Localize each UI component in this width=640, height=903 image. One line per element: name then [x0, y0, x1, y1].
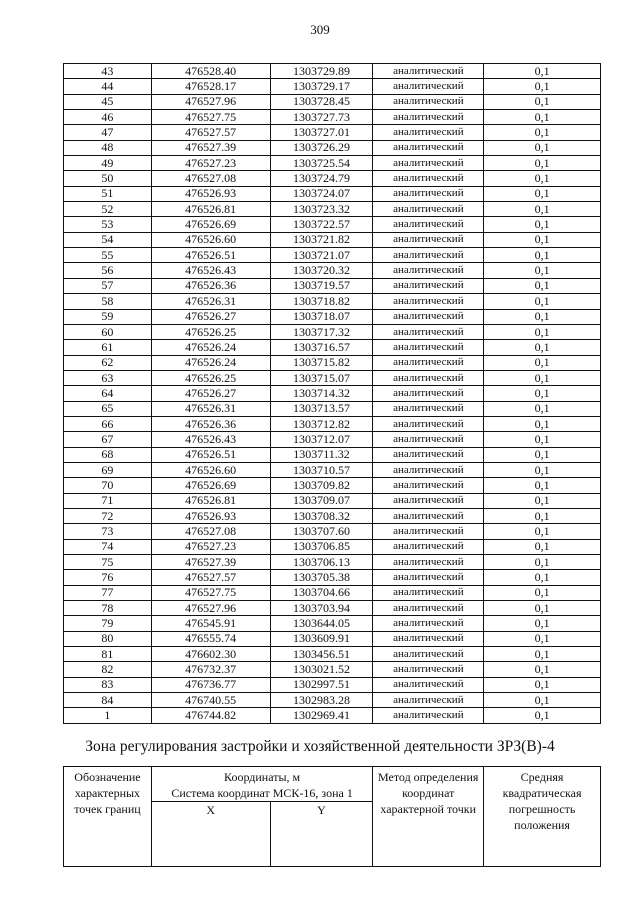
header-coordinate-system: Система координат МСК-16, зона 1 — [151, 785, 372, 802]
table-row — [64, 140, 601, 155]
accuracy-cell: 0,1 — [484, 186, 601, 201]
method-cell: аналитический — [373, 401, 484, 416]
x-coordinate-cell: 476526.31 — [151, 401, 270, 416]
accuracy-cell: 0,1 — [484, 79, 601, 94]
y-coordinate-cell: 1302983.28 — [270, 693, 373, 708]
y-coordinate-cell: 1303724.07 — [270, 186, 373, 201]
accuracy-cell: 0,1 — [484, 171, 601, 186]
y-coordinate-cell: 1303644.05 — [270, 616, 373, 631]
y-coordinate-cell: 1303725.54 — [270, 156, 373, 171]
point-number-cell: 73 — [64, 524, 152, 539]
point-number-cell: 77 — [64, 585, 152, 600]
method-cell: аналитический — [373, 662, 484, 677]
point-number-cell: 45 — [64, 94, 152, 109]
accuracy-cell: 0,1 — [484, 524, 601, 539]
method-cell: аналитический — [373, 294, 484, 309]
y-coordinate-cell: 1303609.91 — [270, 631, 373, 646]
x-coordinate-cell: 476528.40 — [151, 64, 270, 79]
x-coordinate-cell: 476740.55 — [151, 693, 270, 708]
x-coordinate-cell: 476526.93 — [151, 508, 270, 523]
coordinates-table-body — [64, 64, 601, 724]
x-coordinate-cell: 476527.08 — [151, 171, 270, 186]
point-number-cell: 1 — [64, 708, 152, 723]
x-coordinate-cell: 476602.30 — [151, 647, 270, 662]
method-cell: аналитический — [373, 478, 484, 493]
x-coordinate-cell: 476527.75 — [151, 585, 270, 600]
x-coordinate-cell: 476526.69 — [151, 217, 270, 232]
table-row — [64, 662, 601, 677]
x-coordinate-cell: 476526.69 — [151, 478, 270, 493]
point-number-cell: 56 — [64, 263, 152, 278]
method-cell: аналитический — [373, 94, 484, 109]
x-coordinate-cell: 476527.39 — [151, 140, 270, 155]
method-cell: аналитический — [373, 493, 484, 508]
y-coordinate-cell: 1303724.79 — [270, 171, 373, 186]
accuracy-cell: 0,1 — [484, 555, 601, 570]
y-coordinate-cell: 1303714.32 — [270, 386, 373, 401]
point-number-cell: 64 — [64, 386, 152, 401]
x-coordinate-cell: 476555.74 — [151, 631, 270, 646]
x-coordinate-cell: 476526.81 — [151, 202, 270, 217]
y-coordinate-cell: 1303713.57 — [270, 401, 373, 416]
method-cell: аналитический — [373, 693, 484, 708]
method-cell: аналитический — [373, 677, 484, 692]
method-cell: аналитический — [373, 324, 484, 339]
method-cell: аналитический — [373, 309, 484, 324]
y-coordinate-cell: 1303726.29 — [270, 140, 373, 155]
point-number-cell: 74 — [64, 539, 152, 554]
table-row — [64, 508, 601, 523]
x-coordinate-cell: 476526.51 — [151, 248, 270, 263]
accuracy-cell: 0,1 — [484, 64, 601, 79]
y-coordinate-cell: 1303456.51 — [270, 647, 373, 662]
table-row — [64, 125, 601, 140]
table-row — [64, 401, 601, 416]
accuracy-cell: 0,1 — [484, 508, 601, 523]
accuracy-cell: 0,1 — [484, 125, 601, 140]
x-coordinate-cell: 476527.23 — [151, 156, 270, 171]
y-coordinate-cell: 1303705.38 — [270, 570, 373, 585]
x-coordinate-cell: 476527.39 — [151, 555, 270, 570]
x-coordinate-cell: 476527.96 — [151, 601, 270, 616]
method-cell: аналитический — [373, 555, 484, 570]
x-coordinate-cell: 476526.27 — [151, 309, 270, 324]
y-coordinate-cell: 1303718.82 — [270, 294, 373, 309]
y-coordinate-cell: 1303722.57 — [270, 217, 373, 232]
method-cell: аналитический — [373, 462, 484, 477]
accuracy-cell: 0,1 — [484, 386, 601, 401]
accuracy-cell: 0,1 — [484, 340, 601, 355]
y-coordinate-cell: 1303727.73 — [270, 110, 373, 125]
table-row — [64, 355, 601, 370]
x-coordinate-cell: 476528.17 — [151, 79, 270, 94]
y-coordinate-cell: 1303715.82 — [270, 355, 373, 370]
point-number-cell: 68 — [64, 447, 152, 462]
x-coordinate-cell: 476526.81 — [151, 493, 270, 508]
method-cell: аналитический — [373, 186, 484, 201]
method-cell: аналитический — [373, 278, 484, 293]
accuracy-cell: 0,1 — [484, 217, 601, 232]
accuracy-cell: 0,1 — [484, 248, 601, 263]
table-row — [64, 570, 601, 585]
accuracy-cell: 0,1 — [484, 110, 601, 125]
point-number-cell: 83 — [64, 677, 152, 692]
table-row — [64, 432, 601, 447]
header-y: Y — [270, 802, 373, 867]
accuracy-cell: 0,1 — [484, 693, 601, 708]
accuracy-cell: 0,1 — [484, 309, 601, 324]
point-number-cell: 63 — [64, 370, 152, 385]
table-row — [64, 340, 601, 355]
point-number-cell: 53 — [64, 217, 152, 232]
method-cell: аналитический — [373, 125, 484, 140]
accuracy-cell: 0,1 — [484, 156, 601, 171]
x-coordinate-cell: 476526.60 — [151, 462, 270, 477]
method-cell: аналитический — [373, 647, 484, 662]
method-cell: аналитический — [373, 416, 484, 431]
table-row — [64, 156, 601, 171]
table-row — [64, 370, 601, 385]
page-number: 309 — [310, 22, 330, 37]
x-coordinate-cell: 476526.36 — [151, 416, 270, 431]
table-row — [64, 462, 601, 477]
table-row — [64, 171, 601, 186]
accuracy-cell: 0,1 — [484, 202, 601, 217]
zone-title: Зона регулирования застройки и хозяйственной деятельности ЗРЗ(В)-4 — [85, 738, 555, 755]
point-number-cell: 49 — [64, 156, 152, 171]
table-row — [64, 324, 601, 339]
point-number-cell: 59 — [64, 309, 152, 324]
y-coordinate-cell: 1303719.57 — [270, 278, 373, 293]
accuracy-cell: 0,1 — [484, 355, 601, 370]
x-coordinate-cell: 476736.77 — [151, 677, 270, 692]
point-number-cell: 71 — [64, 493, 152, 508]
method-cell: аналитический — [373, 601, 484, 616]
x-coordinate-cell: 476526.43 — [151, 432, 270, 447]
x-coordinate-cell: 476545.91 — [151, 616, 270, 631]
point-number-cell: 51 — [64, 186, 152, 201]
method-cell: аналитический — [373, 631, 484, 646]
header-x: X — [151, 802, 270, 867]
header-method: Метод определения координат характерной точки — [373, 767, 484, 867]
point-number-cell: 46 — [64, 110, 152, 125]
point-number-cell: 76 — [64, 570, 152, 585]
y-coordinate-cell: 1303706.85 — [270, 539, 373, 554]
accuracy-cell: 0,1 — [484, 462, 601, 477]
point-number-cell: 43 — [64, 64, 152, 79]
y-coordinate-cell: 1303717.32 — [270, 324, 373, 339]
table-row — [64, 64, 601, 79]
table-row — [64, 677, 601, 692]
x-coordinate-cell: 476526.31 — [151, 294, 270, 309]
point-number-cell: 69 — [64, 462, 152, 477]
table-row — [64, 693, 601, 708]
table-row — [64, 263, 601, 278]
method-cell: аналитический — [373, 232, 484, 247]
table-row — [64, 585, 601, 600]
point-number-cell: 55 — [64, 248, 152, 263]
x-coordinate-cell: 476527.57 — [151, 125, 270, 140]
y-coordinate-cell: 1303716.57 — [270, 340, 373, 355]
accuracy-cell: 0,1 — [484, 263, 601, 278]
accuracy-cell: 0,1 — [484, 662, 601, 677]
accuracy-cell: 0,1 — [484, 647, 601, 662]
accuracy-cell: 0,1 — [484, 601, 601, 616]
method-cell: аналитический — [373, 248, 484, 263]
point-number-cell: 54 — [64, 232, 152, 247]
point-number-cell: 44 — [64, 79, 152, 94]
point-number-cell: 66 — [64, 416, 152, 431]
y-coordinate-cell: 1303715.07 — [270, 370, 373, 385]
table-row — [64, 79, 601, 94]
y-coordinate-cell: 1303723.32 — [270, 202, 373, 217]
y-coordinate-cell: 1303710.57 — [270, 462, 373, 477]
point-number-cell: 50 — [64, 171, 152, 186]
point-number-cell: 80 — [64, 631, 152, 646]
y-coordinate-cell: 1303721.07 — [270, 248, 373, 263]
accuracy-cell: 0,1 — [484, 370, 601, 385]
coordinates-table — [63, 63, 601, 724]
method-cell: аналитический — [373, 64, 484, 79]
y-coordinate-cell: 1303727.01 — [270, 125, 373, 140]
accuracy-cell: 0,1 — [484, 616, 601, 631]
table-row — [64, 110, 601, 125]
point-number-cell: 47 — [64, 125, 152, 140]
header-point-designation: Обозначение характерных точек границ — [64, 767, 152, 867]
point-number-cell: 52 — [64, 202, 152, 217]
accuracy-cell: 0,1 — [484, 493, 601, 508]
method-cell: аналитический — [373, 79, 484, 94]
point-number-cell: 58 — [64, 294, 152, 309]
x-coordinate-cell: 476527.75 — [151, 110, 270, 125]
table-row — [64, 217, 601, 232]
method-cell: аналитический — [373, 447, 484, 462]
x-coordinate-cell: 476526.43 — [151, 263, 270, 278]
accuracy-cell: 0,1 — [484, 478, 601, 493]
method-cell: аналитический — [373, 616, 484, 631]
y-coordinate-cell: 1302997.51 — [270, 677, 373, 692]
y-coordinate-cell: 1303728.45 — [270, 94, 373, 109]
x-coordinate-cell: 476526.25 — [151, 370, 270, 385]
table-row — [64, 647, 601, 662]
accuracy-cell: 0,1 — [484, 631, 601, 646]
x-coordinate-cell: 476526.93 — [151, 186, 270, 201]
table-row — [64, 248, 601, 263]
method-cell: аналитический — [373, 171, 484, 186]
y-coordinate-cell: 1303706.13 — [270, 555, 373, 570]
y-coordinate-cell: 1303721.82 — [270, 232, 373, 247]
accuracy-cell: 0,1 — [484, 570, 601, 585]
method-cell: аналитический — [373, 140, 484, 155]
accuracy-cell: 0,1 — [484, 708, 601, 723]
accuracy-cell: 0,1 — [484, 539, 601, 554]
y-coordinate-cell: 1303712.07 — [270, 432, 373, 447]
y-coordinate-cell: 1303718.07 — [270, 309, 373, 324]
method-cell: аналитический — [373, 370, 484, 385]
y-coordinate-cell: 1303711.32 — [270, 447, 373, 462]
y-coordinate-cell: 1303709.82 — [270, 478, 373, 493]
table-row — [64, 386, 601, 401]
table-row — [64, 309, 601, 324]
accuracy-cell: 0,1 — [484, 416, 601, 431]
table-row — [64, 478, 601, 493]
table-row — [64, 555, 601, 570]
table-row — [64, 416, 601, 431]
x-coordinate-cell: 476526.27 — [151, 386, 270, 401]
method-cell: аналитический — [373, 708, 484, 723]
table-row — [64, 232, 601, 247]
point-number-cell: 75 — [64, 555, 152, 570]
x-coordinate-cell: 476526.24 — [151, 355, 270, 370]
accuracy-cell: 0,1 — [484, 585, 601, 600]
point-number-cell: 72 — [64, 508, 152, 523]
x-coordinate-cell: 476744.82 — [151, 708, 270, 723]
table-row — [64, 493, 601, 508]
accuracy-cell: 0,1 — [484, 432, 601, 447]
y-coordinate-cell: 1303703.94 — [270, 601, 373, 616]
method-cell: аналитический — [373, 386, 484, 401]
x-coordinate-cell: 476526.25 — [151, 324, 270, 339]
point-number-cell: 84 — [64, 693, 152, 708]
y-coordinate-cell: 1303704.66 — [270, 585, 373, 600]
x-coordinate-cell: 476526.36 — [151, 278, 270, 293]
table-row — [64, 278, 601, 293]
x-coordinate-cell: 476526.24 — [151, 340, 270, 355]
accuracy-cell: 0,1 — [484, 94, 601, 109]
accuracy-cell: 0,1 — [484, 232, 601, 247]
table-row — [64, 539, 601, 554]
table-row — [64, 202, 601, 217]
header-accuracy: Средняя квадратическая погрешность положения — [484, 767, 601, 867]
table-row — [64, 447, 601, 462]
method-cell: аналитический — [373, 110, 484, 125]
accuracy-cell: 0,1 — [484, 401, 601, 416]
y-coordinate-cell: 1303720.32 — [270, 263, 373, 278]
point-number-cell: 67 — [64, 432, 152, 447]
point-number-cell: 79 — [64, 616, 152, 631]
method-cell: аналитический — [373, 570, 484, 585]
y-coordinate-cell: 1303709.07 — [270, 493, 373, 508]
method-cell: аналитический — [373, 202, 484, 217]
point-number-cell: 78 — [64, 601, 152, 616]
x-coordinate-cell: 476526.60 — [151, 232, 270, 247]
point-number-cell: 60 — [64, 324, 152, 339]
y-coordinate-cell: 1302969.41 — [270, 708, 373, 723]
table-row — [64, 524, 601, 539]
method-cell: аналитический — [373, 340, 484, 355]
point-number-cell: 48 — [64, 140, 152, 155]
zone-header-table — [63, 766, 601, 867]
table-row — [64, 708, 601, 723]
method-cell: аналитический — [373, 156, 484, 171]
point-number-cell: 81 — [64, 647, 152, 662]
accuracy-cell: 0,1 — [484, 278, 601, 293]
y-coordinate-cell: 1303708.32 — [270, 508, 373, 523]
accuracy-cell: 0,1 — [484, 447, 601, 462]
y-coordinate-cell: 1303729.89 — [270, 64, 373, 79]
table-row — [64, 94, 601, 109]
accuracy-cell: 0,1 — [484, 140, 601, 155]
point-number-cell: 62 — [64, 355, 152, 370]
accuracy-cell: 0,1 — [484, 294, 601, 309]
method-cell: аналитический — [373, 585, 484, 600]
x-coordinate-cell: 476527.57 — [151, 570, 270, 585]
x-coordinate-cell: 476527.23 — [151, 539, 270, 554]
x-coordinate-cell: 476527.96 — [151, 94, 270, 109]
method-cell: аналитический — [373, 508, 484, 523]
header-coordinates-title: Координаты, м — [151, 767, 372, 786]
point-number-cell: 61 — [64, 340, 152, 355]
page-bottom-edge — [0, 895, 640, 903]
point-number-cell: 70 — [64, 478, 152, 493]
y-coordinate-cell: 1303729.17 — [270, 79, 373, 94]
y-coordinate-cell: 1303712.82 — [270, 416, 373, 431]
y-coordinate-cell: 1303021.52 — [270, 662, 373, 677]
method-cell: аналитический — [373, 263, 484, 278]
point-number-cell: 82 — [64, 662, 152, 677]
method-cell: аналитический — [373, 217, 484, 232]
table-row — [64, 616, 601, 631]
table-row — [64, 601, 601, 616]
table-row — [64, 631, 601, 646]
method-cell: аналитический — [373, 432, 484, 447]
y-coordinate-cell: 1303707.60 — [270, 524, 373, 539]
x-coordinate-cell: 476732.37 — [151, 662, 270, 677]
method-cell: аналитический — [373, 539, 484, 554]
method-cell: аналитический — [373, 355, 484, 370]
accuracy-cell: 0,1 — [484, 324, 601, 339]
point-number-cell: 57 — [64, 278, 152, 293]
x-coordinate-cell: 476527.08 — [151, 524, 270, 539]
x-coordinate-cell: 476526.51 — [151, 447, 270, 462]
accuracy-cell: 0,1 — [484, 677, 601, 692]
point-number-cell: 65 — [64, 401, 152, 416]
table-row — [64, 294, 601, 309]
table-row — [64, 186, 601, 201]
method-cell: аналитический — [373, 524, 484, 539]
